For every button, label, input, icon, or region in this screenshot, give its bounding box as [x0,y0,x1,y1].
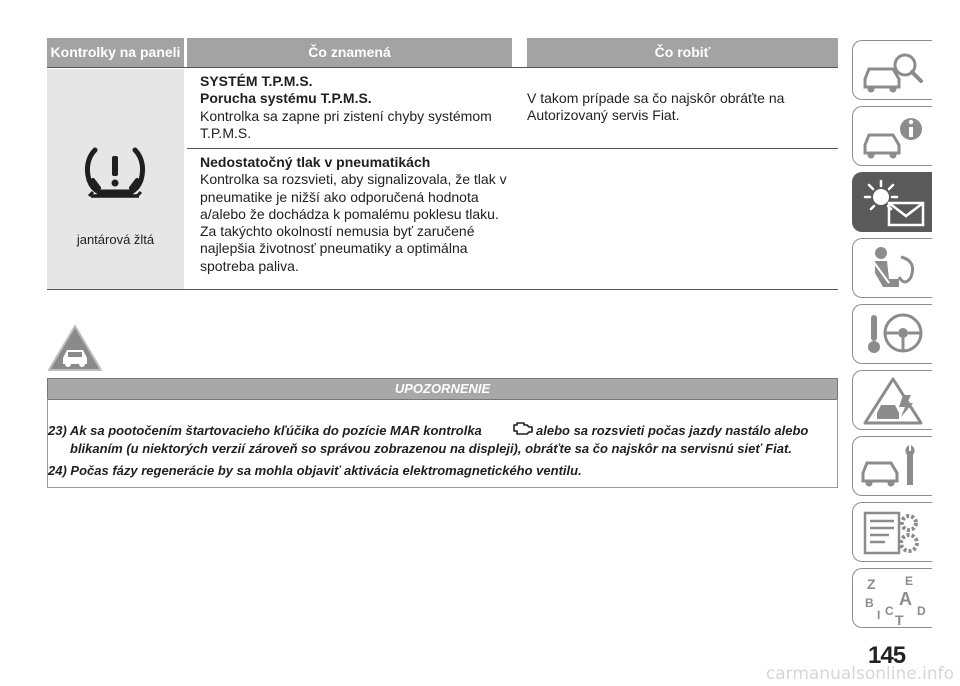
warning-text-24: 24) Počas fázy regenerácie by sa mohla objaviť aktivácia elektromagnetického ventilu. [48,463,582,478]
index-letter: I [877,608,881,622]
row1-meaning-line: T.P.M.S. [200,124,252,141]
engine-check-icon [512,421,534,436]
header-meaning: Čo znamená [187,38,512,67]
tab-emergency[interactable] [852,370,932,430]
table-bottom-border [47,289,838,290]
row1-action-line: V takom prípade sa čo najskôr obráťte na [527,90,785,106]
indicator-color-label: jantárová žltá [76,232,155,247]
warning-text-23-continued: blikaním (u niektorých verzií zároveň so správou zobrazenou na displeji), obráťte sa čo najskôr na servisnú sieť Fiat. [70,441,792,456]
specs-gear-icon [859,507,927,559]
row1-meaning [200,73,520,142]
header-indicators: Kontrolky na paneli [47,38,184,67]
tab-starting-driving[interactable] [852,304,932,364]
car-wrench-icon [859,441,927,493]
row1-meaning-line: Kontrolka sa zapne pri zistení chyby systémom [200,107,492,124]
row1-action-line: Autorizovaný servis Fiat. [527,107,680,124]
index-letter: D [917,604,926,618]
index-letter: C [885,604,894,618]
watermark: carmanualsonline.info [765,664,954,684]
system-title: SYSTÉM T.P.M.S. [200,73,313,89]
table-header [47,38,838,67]
tab-index[interactable] [852,568,932,628]
index-letter: T [895,612,904,625]
row1-subtitle: Porucha systému T.P.M.S. [200,90,372,107]
airbag-seat-icon [859,243,927,295]
tpms-warning-icon [83,142,147,202]
indicator-cell [47,69,184,290]
car-info-icon [859,111,927,163]
row2-meaning-line: pneumatike je nižší ako odporučená hodnota [200,188,479,205]
row2-meaning [200,154,520,275]
tab-car-info[interactable] [852,106,932,166]
alphabet-index-icon [859,573,927,625]
row2-meaning-line: a/alebo že dochádza k pomalému poklesu tlaku. [200,205,499,222]
index-letter: Z [867,576,876,592]
warning-road-sign-icon [47,324,103,372]
row2-subtitle: Nedostatočný tlak v pneumatikách [200,154,431,170]
row-divider [187,148,838,149]
page-number: 145 [868,642,906,669]
car-hazard-icon [859,375,927,427]
car-search-icon [859,45,927,97]
header-action: Čo robiť [527,38,838,67]
row2-meaning-line: najlepšia životnosť pneumatiky a optimálna [200,240,468,257]
warning-light-message-icon [859,177,927,229]
row2-meaning-line: Za takýchto okolností nemusia byť zaručené [200,223,475,240]
tab-technical-data[interactable] [852,502,932,562]
row2-meaning-line: Kontrolka sa rozsvieti, aby signalizovala, že tlak v [200,171,507,188]
row1-action [527,90,827,125]
tab-maintenance[interactable] [852,436,932,496]
header-divider [47,67,838,68]
tab-warning-lights[interactable] [852,172,932,232]
index-letter: B [865,596,874,610]
tab-car-search[interactable] [852,40,932,100]
index-letter: A [899,589,912,609]
warning-title-bar: UPOZORNENIE [47,378,838,400]
index-letter: E [905,574,914,588]
row2-meaning-line: spotreba paliva. [200,257,299,274]
warning-text-23-end: alebo sa rozsvieti počas jazdy nastálo alebo [536,423,809,438]
tab-safety[interactable] [852,238,932,298]
warning-text-23-start: 23) Ak sa pootočením štartovacieho kľúčika do pozície MAR kontrolka [48,423,482,438]
steering-wheel-key-icon [859,309,927,361]
